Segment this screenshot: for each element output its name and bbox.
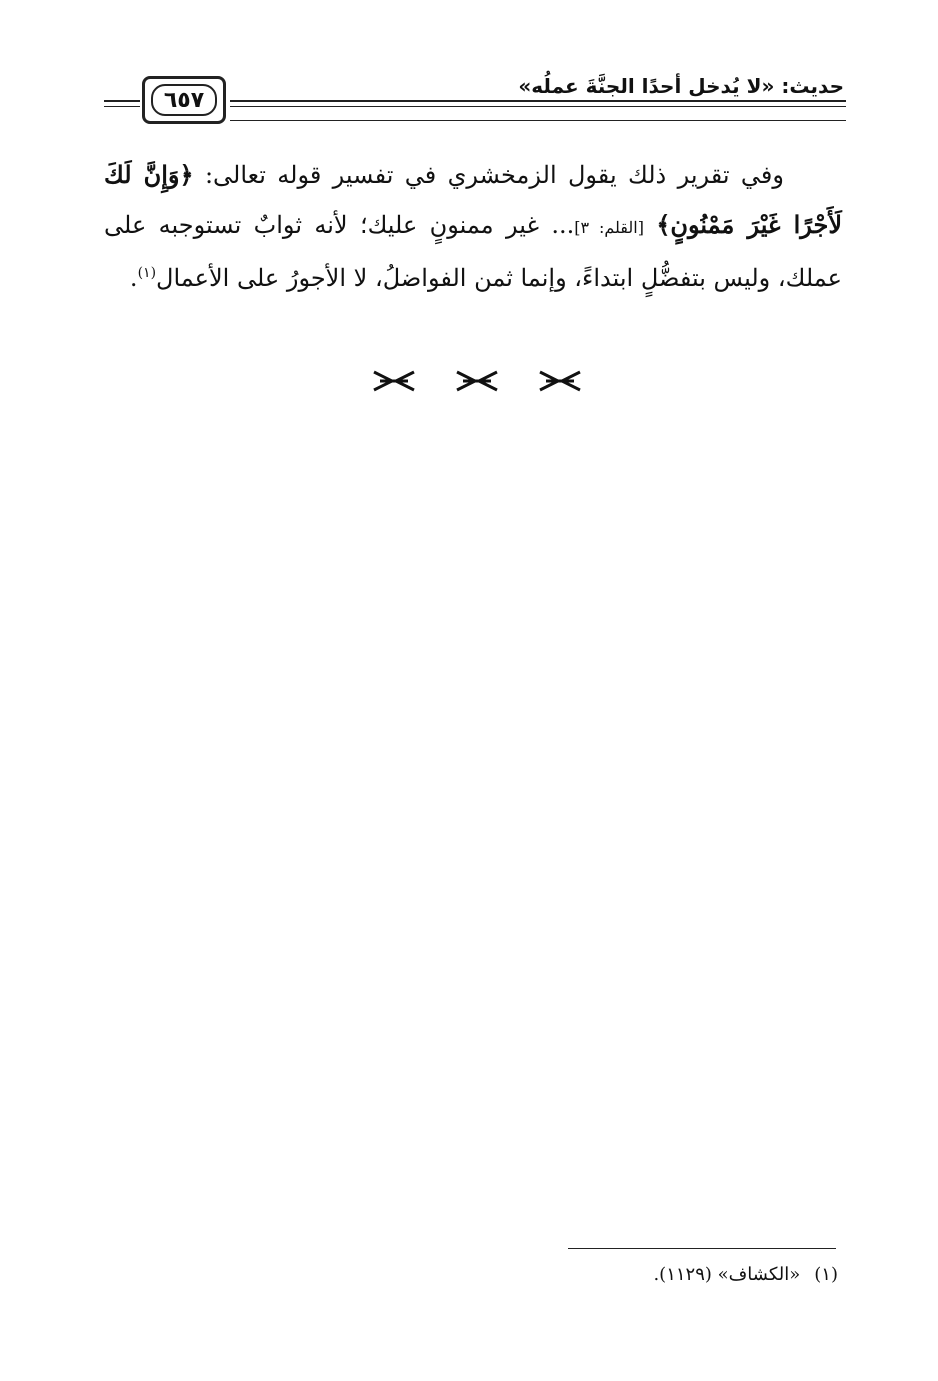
page-number: ٦٥٧ xyxy=(151,84,217,116)
page-number-frame xyxy=(142,76,226,124)
header-rule-right-lower xyxy=(230,106,846,107)
quran-verse: ﴿وَإِنَّ لَكَ لَأَجْرًا غَيْرَ مَمْنُونٍ﴾ xyxy=(104,160,843,239)
header-rule-right-bottom xyxy=(230,120,846,121)
section-ornament xyxy=(372,366,582,396)
body-line1: وفي تقرير ذلك يقول الزمخشري في تفسير قوله تعالى: xyxy=(193,161,784,189)
ornament-glyph xyxy=(372,366,416,396)
footnote-number: (١) xyxy=(814,1264,838,1285)
header-rule-left-lower xyxy=(104,106,140,107)
quran-reference: [القلم: ٣] xyxy=(574,218,644,237)
body-rest: ... غير ممنونٍ عليك؛ لأنه ثوابٌ تستوجبه على عملك، وليس بتفضُّلٍ ابتداءً، وإنما ثمن الفواضلُ، لا الأجورُ على الأعمال xyxy=(104,211,842,292)
footnote-item xyxy=(653,1264,838,1285)
footnote-separator xyxy=(568,1248,836,1249)
footnote-marker: (١) xyxy=(137,265,157,281)
header-rule-left xyxy=(104,100,140,102)
ornament-glyph xyxy=(455,366,499,396)
running-title: حديث: «لا يُدخل أحدًا الجنَّةَ عملُه» xyxy=(518,74,844,98)
ornament-glyph xyxy=(538,366,582,396)
end-punctuation: . xyxy=(129,264,138,292)
footnote-text: «الكشاف» (١١٢٩). xyxy=(653,1264,801,1285)
header-rule-right xyxy=(230,100,846,102)
body-paragraph xyxy=(104,150,842,303)
